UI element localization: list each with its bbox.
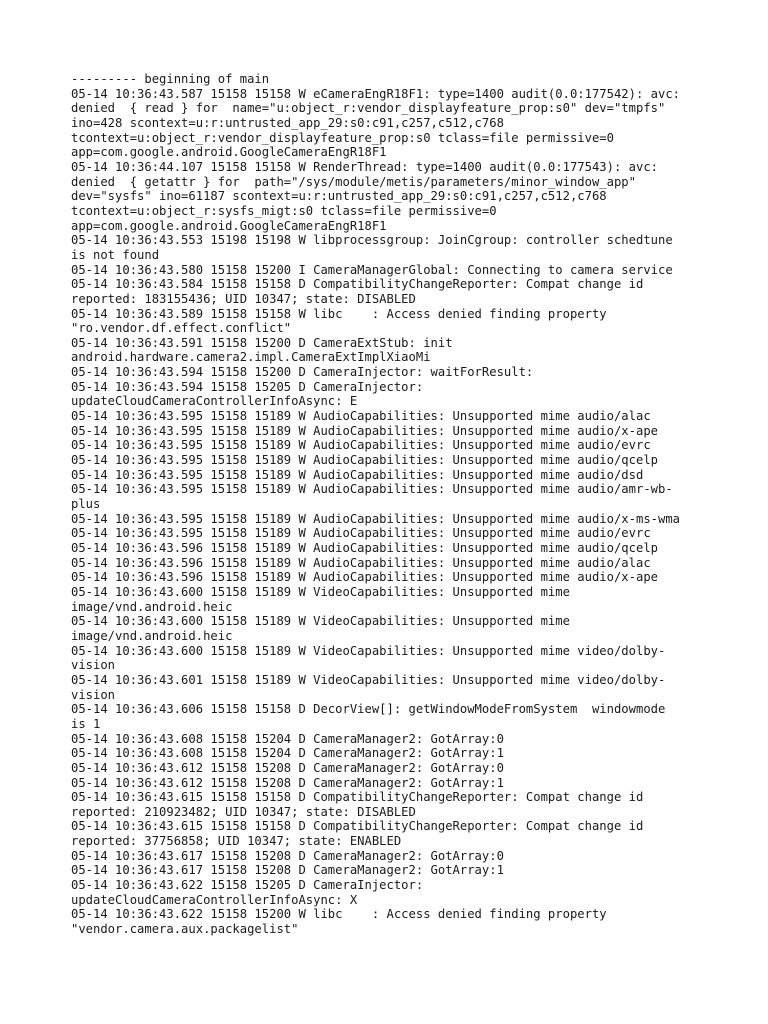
log-line: 05-14 10:36:43.601 15158 15189 W VideoCapabilities: Unsupported mime video/dolby- [71, 672, 666, 687]
log-line: vision [71, 658, 116, 673]
log-line: 05-14 10:36:43.606 15158 15158 D DecorView[]: getWindowModeFromSystem windowmode [71, 702, 666, 717]
log-line: 05-14 10:36:43.595 15158 15189 W AudioCapabilities: Unsupported mime audio/evrc [71, 438, 651, 453]
log-line: 05-14 10:36:43.553 15198 15198 W libprocessgroup: JoinCgroup: controller schedtune [71, 233, 673, 248]
log-line: dev="sysfs" ino=61187 scontext=u:r:untrusted_app_29:s0:c91,c257,c512,c768 [71, 189, 607, 204]
log-line: app=com.google.android.GoogleCameraEngR18F1 [71, 145, 387, 160]
log-line: 05-14 10:36:43.608 15158 15204 D CameraManager2: GotArray:0 [71, 731, 504, 746]
log-line: 05-14 10:36:43.589 15158 15158 W libc : Access denied finding property [71, 306, 607, 321]
log-line: "ro.vendor.df.effect.conflict" [71, 321, 292, 336]
log-line: 05-14 10:36:43.617 15158 15208 D CameraManager2: GotArray:1 [71, 863, 504, 878]
log-line: denied { getattr } for path="/sys/module/metis/parameters/minor_window_app" [71, 174, 636, 189]
log-line: 05-14 10:36:43.608 15158 15204 D CameraManager2: GotArray:1 [71, 746, 504, 761]
log-line: 05-14 10:36:43.595 15158 15189 W AudioCapabilities: Unsupported mime audio/alac [71, 409, 651, 424]
log-line: 05-14 10:36:43.622 15158 15205 D CameraInjector: [71, 878, 424, 893]
log-line: reported: 183155436; UID 10347; state: DISABLED [71, 291, 416, 306]
log-line: 05-14 10:36:43.622 15158 15200 W libc : Access denied finding property [71, 907, 607, 922]
log-line: 05-14 10:36:43.617 15158 15208 D CameraManager2: GotArray:0 [71, 848, 504, 863]
log-line: 05-14 10:36:43.600 15158 15189 W VideoCapabilities: Unsupported mime video/dolby- [71, 643, 666, 658]
log-line: 05-14 10:36:43.595 15158 15189 W AudioCapabilities: Unsupported mime audio/dsd [71, 467, 644, 482]
log-line: vision [71, 687, 116, 702]
log-line: reported: 210923482; UID 10347; state: DISABLED [71, 804, 416, 819]
log-line: 05-14 10:36:43.596 15158 15189 W AudioCapabilities: Unsupported mime audio/qcelp [71, 541, 658, 555]
log-line: ino=428 scontext=u:r:untrusted_app_29:s0:c91,c257,c512,c768 [71, 115, 504, 130]
log-line: image/vnd.android.heic [71, 628, 233, 643]
log-line: 05-14 10:36:43.580 15158 15200 I CameraManagerGlobal: Connecting to camera service [71, 262, 673, 277]
log-line: app=com.google.android.GoogleCameraEngR18F1 [71, 218, 387, 233]
log-line: 05-14 10:36:43.600 15158 15189 W VideoCapabilities: Unsupported mime [71, 584, 570, 599]
log-line: is not found [71, 247, 160, 262]
log-line: 05-14 10:36:43.595 15158 15189 W AudioCapabilities: Unsupported mime audio/amr-wb- [71, 482, 673, 497]
log-line: denied { read } for name="u:object_r:vendor_displayfeature_prop:s0" dev="tmpfs" [71, 101, 666, 116]
log-line: 05-14 10:36:43.612 15158 15208 D CameraManager2: GotArray:1 [71, 775, 504, 790]
log-line: 05-14 10:36:43.595 15158 15189 W AudioCapabilities: Unsupported mime audio/x-ms-wma [71, 511, 681, 526]
log-line: tcontext=u:object_r:sysfs_migt:s0 tclass=file permissive=0 [71, 203, 497, 218]
log-line: android.hardware.camera2.impl.CameraExtImplXiaoMi [71, 350, 431, 365]
log-line: is 1 [71, 716, 101, 731]
log-line: 05-14 10:36:43.596 15158 15189 W AudioCapabilities: Unsupported mime audio/alac [71, 555, 651, 570]
log-line: image/vnd.android.heic [71, 599, 233, 614]
log-line: 05-14 10:36:43.600 15158 15189 W VideoCapabilities: Unsupported mime [71, 614, 570, 629]
log-line: 05-14 10:36:43.594 15158 15200 D CameraInjector: waitForResult: [71, 365, 534, 380]
log-line: 05-14 10:36:43.595 15158 15189 W AudioCapabilities: Unsupported mime audio/x-ape [71, 423, 658, 438]
log-line: 05-14 10:36:43.612 15158 15208 D CameraManager2: GotArray:0 [71, 760, 504, 775]
log-line: 05-14 10:36:44.107 15158 15158 W RenderThread: type=1400 audit(0.0:177543): avc: [71, 159, 658, 174]
log-line: "vendor.camera.aux.packagelist" [71, 922, 299, 937]
log-line: updateCloudCameraControllerInfoAsync: E [71, 394, 358, 409]
log-line: updateCloudCameraControllerInfoAsync: X [71, 892, 358, 907]
log-line: 05-14 10:36:43.596 15158 15189 W AudioCapabilities: Unsupported mime audio/x-ape [71, 570, 658, 585]
logcat-text [71, 72, 711, 937]
log-line: plus [71, 497, 101, 512]
log-line: tcontext=u:object_r:vendor_displayfeature_prop:s0 tclass=file permissive=0 [71, 130, 614, 145]
log-line: 05-14 10:36:43.594 15158 15205 D CameraInjector: [71, 379, 424, 394]
log-line: 05-14 10:36:43.587 15158 15158 W eCameraEngR18F1: type=1400 audit(0.0:177542): avc: [71, 86, 681, 101]
log-line: 05-14 10:36:43.595 15158 15189 W AudioCapabilities: Unsupported mime audio/evrc [71, 526, 651, 541]
log-line: 05-14 10:36:43.591 15158 15200 D CameraExtStub: init [71, 335, 453, 350]
log-line: reported: 37756858; UID 10347; state: ENABLED [71, 834, 402, 849]
log-line: 05-14 10:36:43.615 15158 15158 D CompatibilityChangeReporter: Compat change id [71, 819, 644, 834]
log-line: --------- beginning of main [71, 72, 270, 86]
log-line: 05-14 10:36:43.615 15158 15158 D CompatibilityChangeReporter: Compat change id [71, 790, 644, 805]
log-line: 05-14 10:36:43.584 15158 15158 D CompatibilityChangeReporter: Compat change id [71, 277, 644, 292]
log-line: 05-14 10:36:43.595 15158 15189 W AudioCapabilities: Unsupported mime audio/qcelp [71, 453, 658, 468]
